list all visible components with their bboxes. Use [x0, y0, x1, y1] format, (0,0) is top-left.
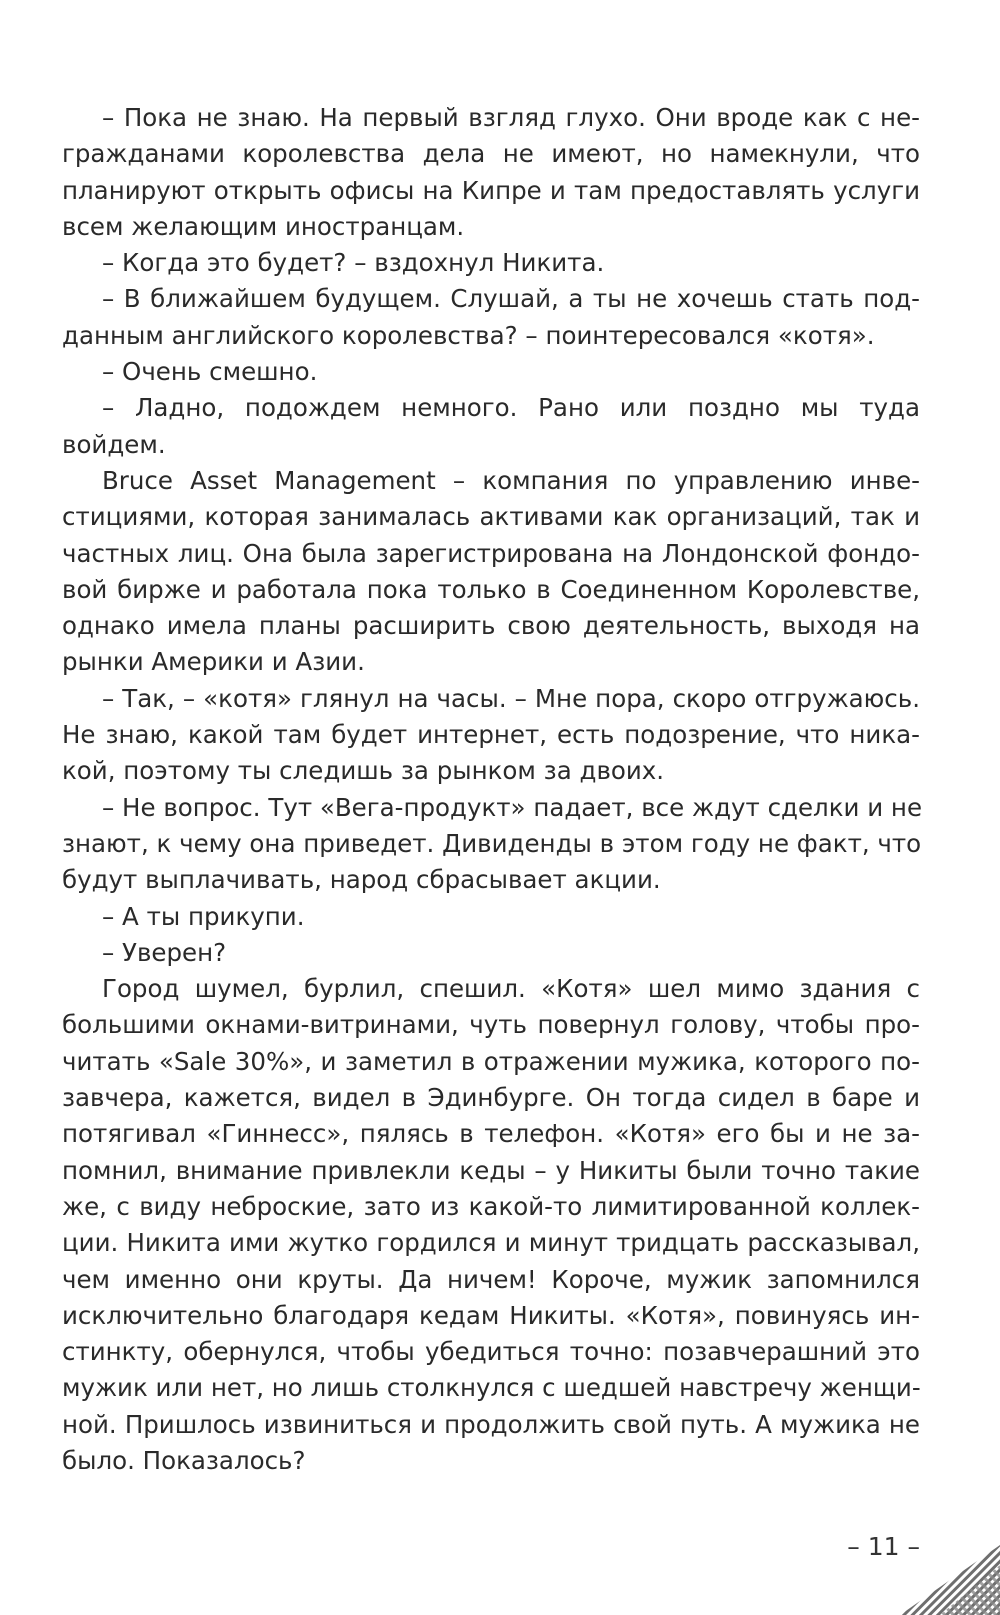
text-line: мужик или нет, но лишь столкнулся с шедшей навстречу женщи- — [62, 1373, 921, 1403]
text-line: – Пока не знаю. На первый взгляд глухо. Они вроде как с не- — [102, 103, 920, 132]
text-line: ной. Пришлось извиниться и продолжить свой путь. А мужика не — [62, 1409, 920, 1439]
text-line: вой бирже и работала пока только в Соединенном Королевстве, — [62, 574, 920, 604]
text-line: исключительно благодаря кедам Никиты. «Котя», повинуясь ин- — [62, 1300, 920, 1330]
text-line: потягивал «Гиннесс», пялясь в телефон. «Котя» его бы и не за- — [62, 1119, 920, 1149]
text-line: было. Показалось? — [62, 1445, 306, 1475]
text-line: стинкту, обернулся, чтобы убедиться точно: позавчерашний это — [62, 1337, 920, 1367]
text-line: рынки Америки и Азии. — [62, 647, 365, 677]
text-line: Город шумел, бурлил, спешил. «Котя» шел мимо здания с — [102, 974, 920, 1004]
text-line: частных лиц. Она была зарегистрирована на Лондонской фондо- — [62, 538, 920, 568]
text-line: – А ты прикупи. — [102, 901, 305, 931]
text-line: завчера, кажется, видел в Эдинбурге. Он тогда сидел в баре и — [62, 1083, 920, 1113]
text-line: Не знаю, какой там будет интернет, есть подозрение, что ника- — [62, 720, 920, 750]
text-line: – Когда это будет? – вздохнул Никита. — [102, 248, 605, 278]
text-line: ции. Никита ими жутко гордился и минут тридцать рассказывал, — [62, 1228, 920, 1258]
text-line: – В ближайшем будущем. Слушай, а ты не хочешь стать под- — [102, 284, 920, 314]
text-line: стициями, которая занималась активами как организаций, так и — [62, 502, 920, 532]
text-line: кой, поэтому ты следишь за рынком за двоих. — [62, 756, 665, 786]
text-line: – Не вопрос. Тут «Вега-продукт» падает, все ждут сделки и не — [102, 792, 923, 822]
text-line: читать «Sale 30%», и заметил в отражении мужика, которого по- — [62, 1046, 920, 1076]
text-line: же, с виду неброские, зато из какой-то лимитированной коллек- — [62, 1191, 920, 1221]
text-line: будут выплачивать, народ сбрасывает акции. — [62, 865, 661, 895]
text-line: Bruce Asset Management – компания по управлению инве- — [102, 465, 920, 495]
text-line: – Ладно, подождем немного. Рано или поздно мы туда — [102, 393, 920, 423]
text-line: гражданами королевства дела не имеют, но намекнули, что — [62, 139, 920, 169]
text-line: всем желающим иностранцам. — [62, 211, 465, 241]
text-line: данным английского королевства? – поинтересовался «котя». — [62, 320, 875, 350]
text-line: чем именно они круты. Да ничем! Короче, мужик запомнился — [62, 1264, 920, 1294]
text-line: большими окнами-витринами, чуть повернул голову, чтобы про- — [62, 1010, 920, 1040]
text-line: – Очень смешно. — [102, 357, 318, 387]
text-line: – Так, – «котя» глянул на часы. – Мне пора, скоро отгружаюсь. — [102, 683, 920, 713]
text-line: планируют открыть офисы на Кипре и там предоставлять услуги — [62, 175, 920, 205]
corner-ornament-icon — [880, 1535, 1000, 1615]
text-line: помнил, внимание привлекли кеды – у Никиты были точно такие — [62, 1155, 920, 1185]
text-line: – Уверен? — [102, 937, 227, 967]
text-line: войдем. — [62, 429, 166, 459]
text-line: знают, к чему она приведет. Дивиденды в этом году не факт, что — [62, 828, 922, 858]
page-number: – 11 – — [847, 1532, 920, 1561]
text-line: однако имела планы расширить свою деятельность, выходя на — [62, 611, 920, 641]
book-page-text — [62, 100, 923, 1479]
